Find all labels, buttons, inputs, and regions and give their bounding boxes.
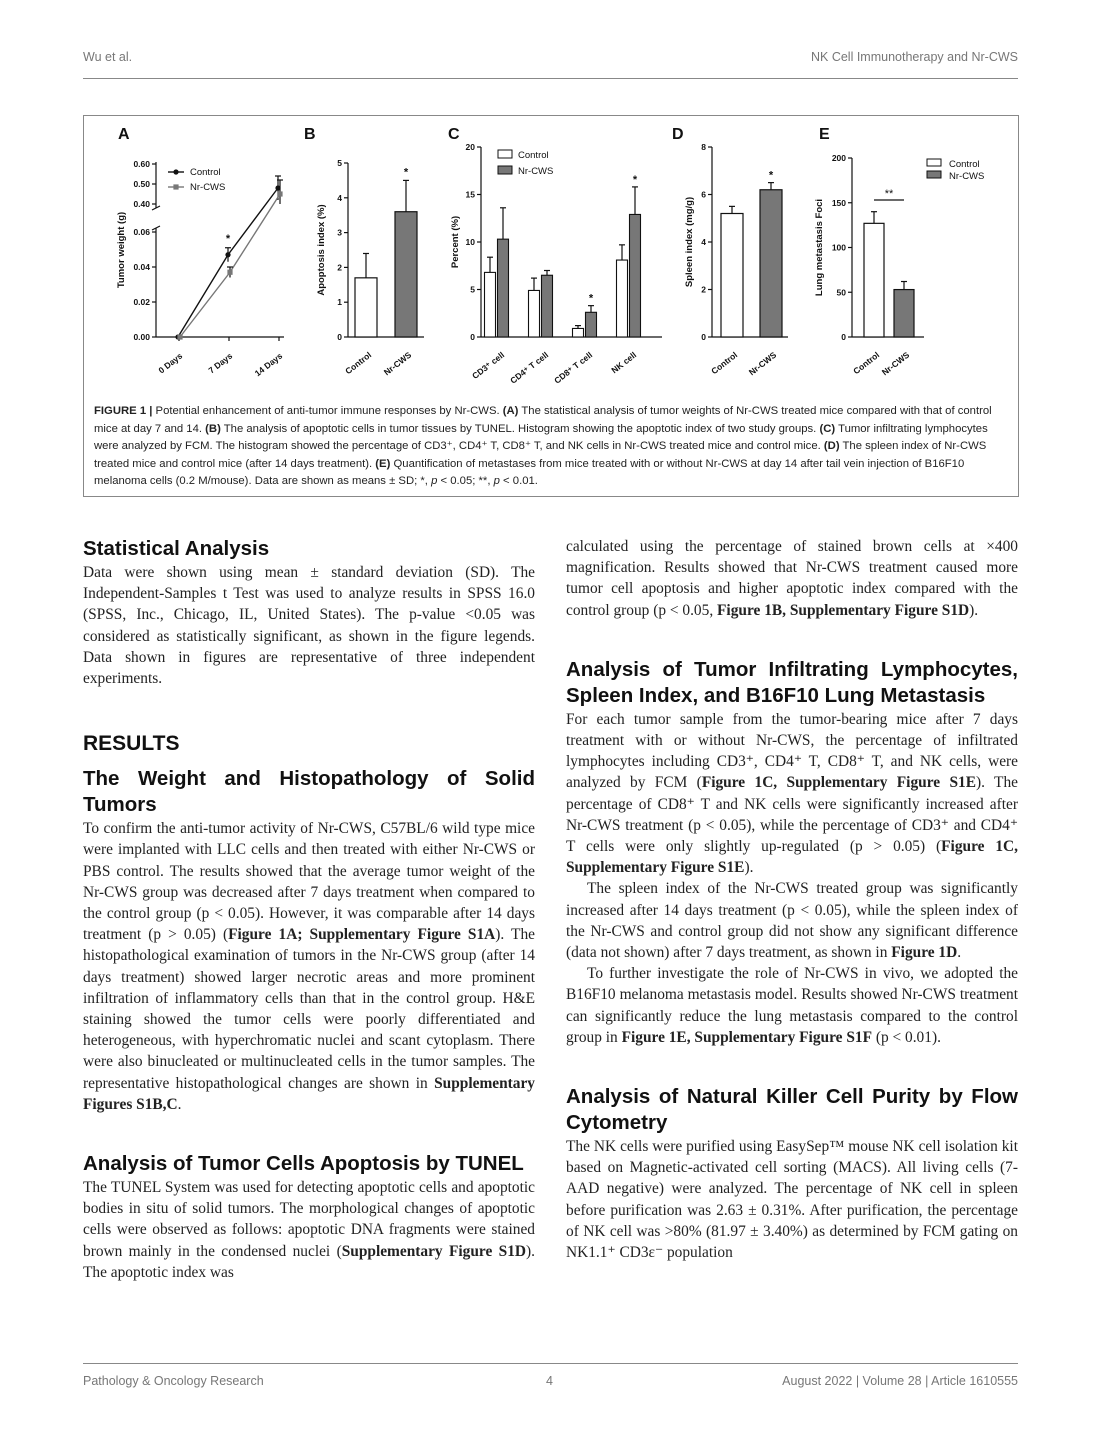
panel-letter: B — [304, 126, 316, 143]
caption-run: Quantification of metastases from mice treated with or without Nr-CWS at day 14 after tail vein injection of B16F10 melanoma cells (0.2 M/mouse). Data are shown as means ± SD; *, — [94, 457, 965, 488]
a-x-tick-label: 14 Days — [252, 350, 285, 379]
caption-run: < 0.01. — [499, 475, 538, 488]
figure-ref-link[interactable]: Figure 1C, Supplementary Figure S1E — [566, 838, 1018, 877]
a-legend-marker-control — [173, 169, 178, 174]
figure-ref-link[interactable]: Figure 1B, Supplementary Figure S1D — [717, 601, 970, 619]
a-x-tick-label: 7 Days — [206, 350, 235, 376]
caption-run: The statistical analysis of tumor weights of Nr-CWS treated mice compared with that of control mice at day 7 and 14. — [94, 405, 992, 435]
header-rule — [83, 78, 1018, 79]
text-run: (p < 0.01). — [871, 1028, 941, 1046]
b-significance-star: * — [403, 166, 409, 179]
text-run: For each tumor sample from the tumor-bearing mice after 7 days treatment with or without Nr-CWS, the percentage of infiltrated lymphocytes including CD3⁺, CD4⁺ T, CD8⁺ T, and NK cells, were analyzed by FCM ( — [566, 710, 1018, 792]
b-y-tick-label: 4 — [337, 192, 342, 203]
heading-results: RESULTS — [83, 732, 180, 756]
heading-til: Analysis of Tumor Infiltrating Lymphocytes, Spleen Index, and B16F10 Lung Metastasis — [566, 657, 1018, 707]
caption-run: (A) — [502, 405, 519, 417]
paragraph-apoptosis-continued — [566, 536, 1018, 621]
a-y-tick-label: 0.00 — [133, 332, 150, 342]
text-run: ). — [969, 601, 979, 619]
c-bar-nr-cws — [498, 239, 509, 337]
text-run: To confirm the anti-tumor activity of Nr-CWS, C57BL/6 wild type mice were implanted with LLC cells and then treated with either Nr-CWS or PBS control. The results showed that the average tumor weight of the Nr-CWS group was decreased after 7 days treatment when compared to the control group (p < 0.05). However, it was comparable after 14 days treatment (p > 0.05) ( — [83, 820, 535, 944]
caption-run: FIGURE 1 | — [94, 405, 156, 417]
paragraph-tunel — [83, 1177, 535, 1283]
caption-run: < 0.05; **, — [437, 475, 494, 488]
d-y-tick-label: 6 — [701, 189, 706, 200]
d-x-tick-label: Control — [709, 349, 740, 377]
c-y-tick-label: 20 — [465, 142, 475, 152]
a-x-tick-label: 0 Days — [156, 350, 185, 376]
figure-1 — [83, 115, 1019, 497]
e-legend-label: Nr-CWS — [949, 171, 985, 182]
panel-letter: A — [118, 126, 130, 143]
paragraph-weight — [83, 818, 535, 1115]
e-y-tick-label: 200 — [831, 153, 846, 163]
figure-ref-link[interactable]: Figure 1A; Supplementary Figure S1A — [228, 926, 496, 944]
paragraph-spleen — [566, 878, 1018, 963]
figure-ref-link[interactable]: Figure 1D — [891, 944, 958, 962]
b-y-tick-label: 0 — [337, 332, 342, 342]
heading-weight-histopathology: The Weight and Histopathology of Solid Tumors — [83, 767, 535, 817]
panel-letter: D — [672, 126, 684, 143]
c-bar-control — [529, 290, 540, 337]
caption-run: Tumor infiltrating lymphocytes were analyzed by FCM. The histogram showed the percentage of CD3⁺, CD4⁺ T, CD8⁺ T, and NK cells in Nr-CWS treated mice and control mice. — [94, 422, 988, 453]
figure-ref-link[interactable]: Figure 1C, Supplementary Figure S1E — [701, 774, 976, 792]
footer-issue: August 2022 | Volume 28 | Article 1610555 — [782, 1374, 1018, 1388]
e-x-tick-label: Control — [851, 349, 882, 377]
caption-run: The analysis of apoptotic cells in tumor tissues by TUNEL. Histogram showing the apoptotic index of two study groups. — [220, 422, 820, 435]
panel-letter: E — [819, 126, 830, 143]
a-point-nr-cws — [277, 191, 282, 196]
c-bar-nr-cws — [630, 214, 641, 337]
e-x-tick-label: Nr-CWS — [879, 349, 912, 378]
e-legend-label: Control — [949, 159, 980, 170]
caption-run: (D) — [823, 440, 840, 453]
figure-1-charts — [84, 116, 1018, 401]
running-header-authors: Wu et al. — [83, 50, 133, 64]
d-y-tick-label: 4 — [701, 237, 706, 247]
text-run: ). The apoptotic index was — [83, 1242, 535, 1281]
figure-caption — [94, 403, 1006, 491]
e-y-axis-label: Lung metastasis Foci — [814, 198, 825, 297]
text-run: ). — [744, 859, 754, 877]
c-y-axis-label: Percent (%) — [450, 215, 461, 269]
text-run: . — [957, 944, 962, 962]
c-x-tick-label: NK cell — [609, 349, 639, 376]
b-x-tick-label: Nr-CWS — [381, 349, 414, 378]
d-x-tick-label: Nr-CWS — [746, 349, 779, 378]
c-legend-swatch-control — [498, 150, 512, 158]
b-bar-control — [355, 278, 377, 337]
e-legend-swatch-control — [927, 159, 941, 166]
caption-run: p — [493, 475, 500, 488]
paragraph-statistics: Data were shown using mean ± standard deviation (SD). The Independent-Samples t Test was used to analyze results in SPSS 16.0 (SPSS, Inc., Chicago, IL, United States). The p-value <0.05 was considered as statistically significant, as shown in the figure legends. Data shown in figures are representative of three independent experiments. — [83, 564, 535, 688]
d-y-tick-label: 2 — [701, 284, 706, 295]
c-y-tick-label: 15 — [465, 189, 475, 200]
figure-ref-link[interactable]: Supplementary Figures S1B,C — [83, 1074, 535, 1113]
c-legend-label: Control — [518, 150, 549, 161]
e-bar-control — [864, 223, 884, 337]
heading-tunel: Analysis of Tumor Cells Apoptosis by TUNEL — [83, 1152, 524, 1176]
caption-run: Potential enhancement of anti-tumor immune responses by Nr-CWS. — [155, 405, 503, 417]
running-header-title: NK Cell Immunotherapy and Nr-CWS — [810, 50, 1018, 64]
a-y-tick-label: 0.02 — [133, 297, 150, 307]
c-bar-control — [573, 328, 584, 337]
caption-run: (E) — [375, 457, 391, 470]
paragraph-til — [566, 709, 1018, 879]
heading-statistical-analysis: Statistical Analysis — [83, 537, 270, 560]
c-significance-star: * — [588, 292, 594, 305]
c-y-tick-label: 0 — [470, 332, 475, 342]
footer-journal: Pathology & Oncology Research — [83, 1374, 264, 1388]
a-line-control — [178, 188, 278, 337]
c-x-tick-label: CD4⁺ T cell — [508, 349, 551, 386]
a-legend-label: Control — [190, 167, 221, 178]
e-bar-nr-cws — [894, 290, 914, 337]
b-y-tick-label: 5 — [337, 158, 342, 168]
d-y-tick-label: 8 — [701, 142, 706, 152]
d-significance-star: * — [768, 169, 774, 182]
a-legend-label: Nr-CWS — [190, 182, 226, 193]
a-legend-marker-nr-cws — [173, 184, 178, 189]
text-run: The TUNEL System was used for detecting apoptotic cells and apoptotic bodies in situ of solid tumors. The morphological changes of apoptotic cells were observed as follows: apoptotic DNA fragments were stained brown mainly in the condensed nuclei ( — [83, 1179, 535, 1260]
b-bar-nr-cws — [395, 212, 417, 337]
left-column — [83, 536, 535, 1283]
b-y-axis-label: Apoptosis index (%) — [316, 204, 327, 296]
a-y-tick-label: 0.60 — [133, 159, 150, 169]
c-y-tick-label: 10 — [465, 237, 475, 247]
a-y-axis-label: Tumor weight (g) — [116, 211, 127, 289]
page-number: 4 — [546, 1374, 553, 1388]
text-run: To further investigate the role of Nr-CWS in vivo, we adopted the B16F10 melanoma metastasis model. Results showed Nr-CWS treatment can significantly reduce the lung metastasis compared to the control group in — [566, 965, 1018, 1046]
e-y-tick-label: 150 — [831, 197, 846, 208]
a-y-tick-label: 0.04 — [133, 262, 150, 272]
figure-ref-link[interactable]: Figure 1E, Supplementary Figure S1F — [621, 1028, 872, 1046]
c-bar-control — [617, 260, 628, 337]
a-line-nr-cws — [180, 194, 280, 337]
c-y-tick-label: 5 — [470, 284, 475, 295]
d-y-axis-label: Spleen index (mg/g) — [684, 196, 695, 288]
a-point-nr-cws — [227, 270, 232, 275]
text-run: The spleen index of the Nr-CWS treated group was significantly increased after 14 days treatment (p < 0.05), while the spleen index of the Nr-CWS and control group did not show any significant difference (data not shown) after 7 days treatment, as shown in — [566, 880, 1018, 962]
paragraph-metastasis — [566, 963, 1018, 1048]
c-bar-control — [485, 272, 496, 337]
e-legend-swatch-nr-cws — [927, 171, 941, 178]
b-x-tick-label: Control — [343, 349, 374, 377]
text-run: ). The histopathological examination of tumors in the Nr-CWS group (after 14 days treatment) showed larger necrotic areas and more prominent infiltration of inflammatory cells than that in the control group. H&E staining showed the tumor cells were poorly differentiated and heterogeneous, with hyperchromatic nuclei and scant cytoplasm. There were also binucleated or multinucleated cells in the tumor samples. The representative histopathological changes are shown in — [83, 926, 535, 1092]
c-x-tick-label: CD3⁺ cell — [470, 349, 507, 381]
b-y-tick-label: 2 — [337, 262, 342, 273]
c-significance-star: * — [632, 173, 638, 186]
e-y-tick-label: 100 — [831, 242, 846, 253]
c-legend-swatch-nr-cws — [498, 166, 512, 174]
heading-nk-purity: Analysis of Natural Killer Cell Purity by Flow Cytometry — [566, 1085, 1018, 1135]
c-x-tick-label: CD8⁺ T cell — [552, 349, 595, 386]
text-run: calculated using the percentage of stained brown cells at ×400 magnification. Results showed that Nr-CWS treatment caused more tumor cell apoptosis and higher apoptotic index compared with the control group (p < 0.05, — [566, 538, 1018, 619]
d-bar-nr-cws — [760, 190, 782, 337]
caption-run: (C) — [819, 422, 836, 435]
b-y-tick-label: 1 — [337, 297, 342, 308]
figure-ref-link[interactable]: Supplementary Figure S1D — [341, 1242, 527, 1260]
d-bar-control — [721, 214, 743, 338]
e-y-tick-label: 0 — [841, 332, 846, 342]
c-legend-label: Nr-CWS — [518, 166, 554, 177]
caption-run: The spleen index of Nr-CWS treated mice and control mice (after 14 days treatment). — [94, 440, 987, 470]
a-y-tick-label: 0.50 — [133, 179, 150, 189]
caption-run: (B) — [205, 422, 221, 435]
a-point-nr-cws — [177, 334, 182, 339]
d-y-tick-label: 0 — [701, 332, 706, 342]
panel-letter: C — [448, 126, 460, 143]
text-run: ). The percentage of CD8⁺ T and NK cells were significantly increased after Nr-CWS treatment (p < 0.05), while the percentage of CD3⁺ and CD4⁺ T cells were only slightly up-regulated (p > 0.05) ( — [566, 774, 1018, 856]
a-y-tick-label: 0.06 — [133, 227, 150, 237]
paragraph-nk-purity: The NK cells were purified using EasySep™ mouse NK cell isolation kit based on Magnetic-activated cell sorting (MACS). All living cells (7-AAD negative) were analyzed. The percentage of NK cell in spleen before purification was 2.63 ± 0.31%. After purification, the percentage of NK cell was >80% (81.97 ± 3.40%) as determined by FCM gating on NK1.1⁺ CD3ε⁻ population — [566, 1138, 1018, 1262]
c-bar-nr-cws — [542, 275, 553, 337]
a-significance-star: * — [225, 233, 231, 245]
e-significance-stars: ** — [884, 188, 894, 200]
a-point-control — [225, 252, 230, 257]
caption-run: p — [431, 475, 438, 488]
e-y-tick-label: 50 — [836, 287, 846, 298]
footer-rule — [83, 1363, 1018, 1364]
text-run: . — [177, 1095, 182, 1113]
a-y-tick-label: 0.40 — [133, 199, 150, 209]
b-y-tick-label: 3 — [337, 227, 342, 238]
right-column — [566, 536, 1018, 1263]
c-bar-nr-cws — [586, 312, 597, 337]
